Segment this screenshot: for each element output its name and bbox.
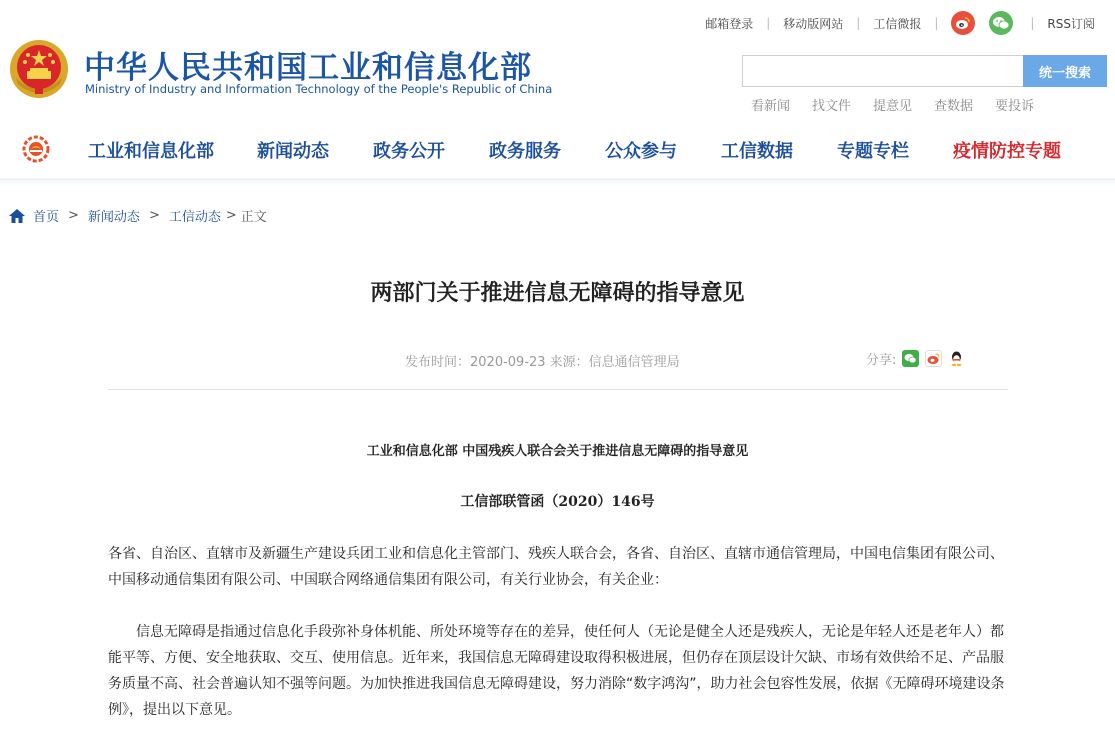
- site-header: [0, 0, 1115, 120]
- nav-item-gov-services[interactable]: 政务服务: [489, 141, 561, 162]
- rss-link[interactable]: RSS订阅: [1047, 16, 1095, 31]
- share-label: 分享:: [866, 353, 897, 368]
- top-links: [705, 10, 1095, 36]
- separator: |: [766, 16, 771, 30]
- breadcrumb-home[interactable]: 首页: [33, 210, 60, 225]
- quick-link-complaint[interactable]: 要投诉: [995, 99, 1035, 114]
- nav-item-gov-affairs[interactable]: 政务公开: [373, 141, 445, 162]
- document-heading: 工业和信息化部 中国残疾人联合会关于推进信息无障碍的指导意见: [366, 444, 749, 459]
- quick-link-data[interactable]: 查数据: [934, 99, 974, 114]
- separator: |: [1030, 16, 1035, 30]
- breadcrumb: [8, 206, 267, 225]
- nav-item-public-participation[interactable]: 公众参与: [605, 141, 677, 162]
- nav-divider: [0, 178, 1115, 186]
- search-input[interactable]: [742, 55, 1024, 87]
- nav-item-news[interactable]: 新闻动态: [257, 141, 329, 162]
- article-title: 两部门关于推进信息无障碍的指导意见: [370, 281, 745, 306]
- breadcrumb-current: 正文: [240, 210, 267, 225]
- breadcrumb-separator: >: [225, 208, 237, 223]
- breadcrumb-separator: >: [148, 208, 160, 223]
- ministry-logo-icon[interactable]: [22, 135, 50, 163]
- article-paragraph-addressees: 各省、自治区、直辖市及新疆生产建设兵团工业和信息化主管部门、残疾人联合会，各省、自治区、直辖市通信管理局，中国电信集团有限公司、中国移动通信集团有限公司、中国联合网络通信集团有限公司，有关行业协会，有关企业：: [108, 546, 1004, 588]
- article-divider: [108, 389, 1008, 390]
- home-icon[interactable]: [8, 208, 26, 224]
- mobile-site-link[interactable]: 移动版网站: [783, 16, 844, 31]
- share-bar: [866, 349, 965, 368]
- quick-link-news[interactable]: 看新闻: [751, 99, 791, 114]
- wechat-icon[interactable]: [989, 11, 1013, 35]
- quick-link-feedback[interactable]: 提意见: [873, 99, 913, 114]
- nav-item-epidemic[interactable]: 疫情防控专题: [953, 141, 1061, 162]
- article-paragraph-intro: 信息无障碍是指通过信息化手段弥补身体机能、所处环境等存在的差异，使任何人（无论是健全人还是残疾人，无论是年轻人还是老年人）都能平等、方便、安全地获取、交互、使用信息。近年来，我国信息无障碍建设取得积极进展，但仍存在顶层设计欠缺、市场有效供给不足、产品服务质量不高、社会普遍认知不强等问题。为加快推进我国信息无障碍建设，努力消除“数字鸿沟”，助力社会包容性发展，依据《无障碍环境建设条例》，提出以下意见。: [108, 624, 1005, 718]
- main-nav: [0, 125, 1115, 173]
- nav-item-data[interactable]: 工信数据: [721, 141, 793, 162]
- weibo-report-link[interactable]: 工信微报: [873, 16, 922, 31]
- qq-share-icon[interactable]: [948, 350, 965, 367]
- separator: |: [934, 16, 939, 30]
- site-title: 中华人民共和国工业和信息化部: [84, 50, 532, 86]
- weibo-share-icon[interactable]: [925, 350, 942, 367]
- article-meta: 发布时间：2020-09-23 来源：信息通信管理局: [405, 355, 680, 370]
- wechat-share-icon[interactable]: [902, 350, 919, 367]
- document-number: 工信部联管函（2020）146号: [460, 494, 655, 510]
- breadcrumb-separator: >: [68, 208, 79, 223]
- nav-item-special-topics[interactable]: 专题专栏: [837, 141, 909, 162]
- breadcrumb-news[interactable]: 新闻动态: [87, 210, 140, 225]
- breadcrumb-industry-news[interactable]: 工信动态: [168, 210, 221, 225]
- quick-link-files[interactable]: 找文件: [812, 99, 852, 114]
- nav-item-miit[interactable]: 工业和信息化部: [88, 141, 214, 162]
- site-subtitle: Ministry of Industry and Information Technology of the People's Republic of China: [85, 82, 553, 96]
- national-emblem-icon: [8, 38, 70, 100]
- mail-login-link[interactable]: 邮箱登录: [705, 16, 754, 31]
- weibo-icon[interactable]: [951, 11, 975, 35]
- quick-links: [751, 95, 1034, 114]
- unified-search-button[interactable]: 统一搜索: [1023, 55, 1107, 87]
- separator: |: [856, 16, 861, 30]
